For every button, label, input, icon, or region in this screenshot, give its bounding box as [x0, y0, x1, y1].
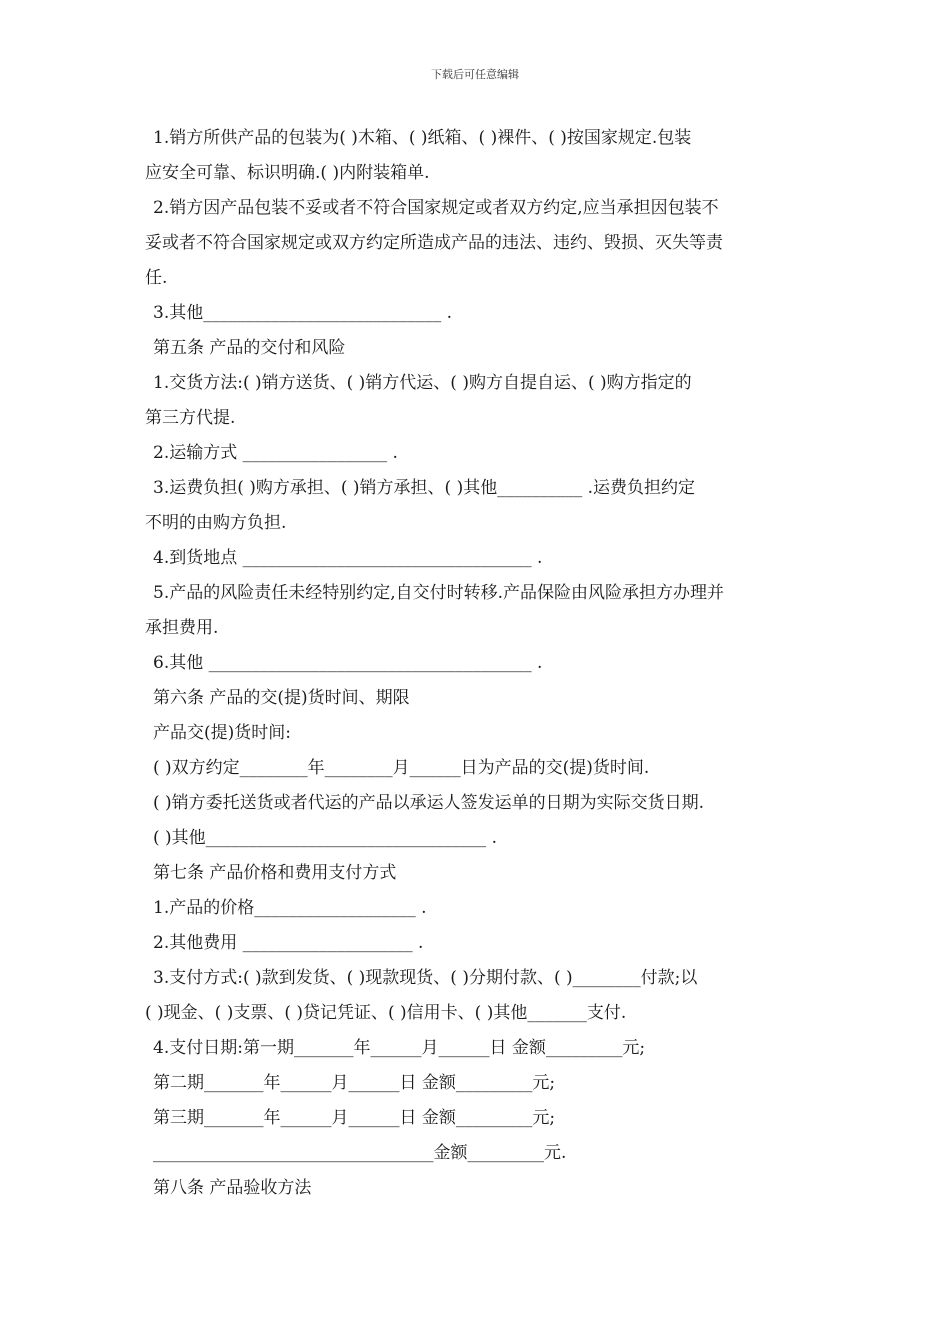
text-line: 5.产品的风险责任未经特别约定,自交付时转移.产品保险由风险承担方办理并: [153, 583, 725, 603]
text-line: _________________________________金额_________元.: [153, 1143, 567, 1163]
section-heading: 第八条 产品验收方法: [153, 1178, 312, 1198]
text-line: 任.: [145, 268, 168, 288]
section-heading: 第六条 产品的交(提)货时间、期限: [153, 688, 410, 708]
text-line: 4.到货地点 __________________________________ .: [153, 548, 543, 568]
text-line: 承担费用.: [145, 618, 219, 638]
text-line: 不明的由购方负担.: [145, 513, 287, 533]
text-line: 3.支付方式:( )款到发货、( )现款现货、( )分期付款、( )________付款;以: [153, 968, 698, 988]
section-heading: 第七条 产品价格和费用支付方式: [153, 863, 397, 883]
text-line: 1.销方所供产品的包装为( )木箱、( )纸箱、( )裸件、( )按国家规定.包装: [153, 128, 692, 148]
document-body: [145, 121, 810, 1206]
text-line: 2.运输方式 _________________ .: [153, 443, 398, 463]
text-line: 6.其他 ______________________________________ .: [153, 653, 543, 673]
text-line: 2.销方因产品包装不妥或者不符合国家规定或者双方约定,应当承担因包装不: [153, 198, 719, 218]
text-line: 3.其他____________________________ .: [153, 303, 453, 323]
text-line: 应安全可靠、标识明确.( )内附装箱单.: [145, 163, 430, 183]
text-line: ( )现金、( )支票、( )贷记凭证、( )信用卡、( )其他_______支付.: [145, 1003, 627, 1023]
text-line: 产品交(提)货时间:: [153, 723, 291, 743]
text-line: 第三方代提.: [145, 408, 236, 428]
section-heading: 第五条 产品的交付和风险: [153, 338, 346, 358]
text-line: 1.产品的价格___________________ .: [153, 898, 427, 918]
text-line: 妥或者不符合国家规定或双方约定所造成产品的违法、违约、毁损、灭失等责: [145, 233, 723, 253]
text-line: 第三期_______年______月______日 金额_________元;: [153, 1108, 556, 1128]
text-line: ( )双方约定________年________月______日为产品的交(提)货时间.: [153, 758, 650, 778]
page-header: 下载后可任意编辑: [431, 68, 519, 81]
text-line: 第二期_______年______月______日 金额_________元;: [153, 1073, 556, 1093]
text-line: ( )销方委托送货或者代运的产品以承运人签发运单的日期为实际交货日期.: [153, 793, 705, 813]
text-line: 4.支付日期:第一期_______年______月______日 金额_________元;: [153, 1038, 646, 1058]
text-line: 3.运费负担( )购方承担、( )销方承担、( )其他__________ .运费负担约定: [153, 478, 696, 498]
text-line: ( )其他_________________________________ .: [153, 828, 497, 848]
text-line: 1.交货方法:( )销方送货、( )销方代运、( )购方自提自运、( )购方指定的: [153, 373, 692, 393]
text-line: 2.其他费用 ____________________ .: [153, 933, 424, 953]
